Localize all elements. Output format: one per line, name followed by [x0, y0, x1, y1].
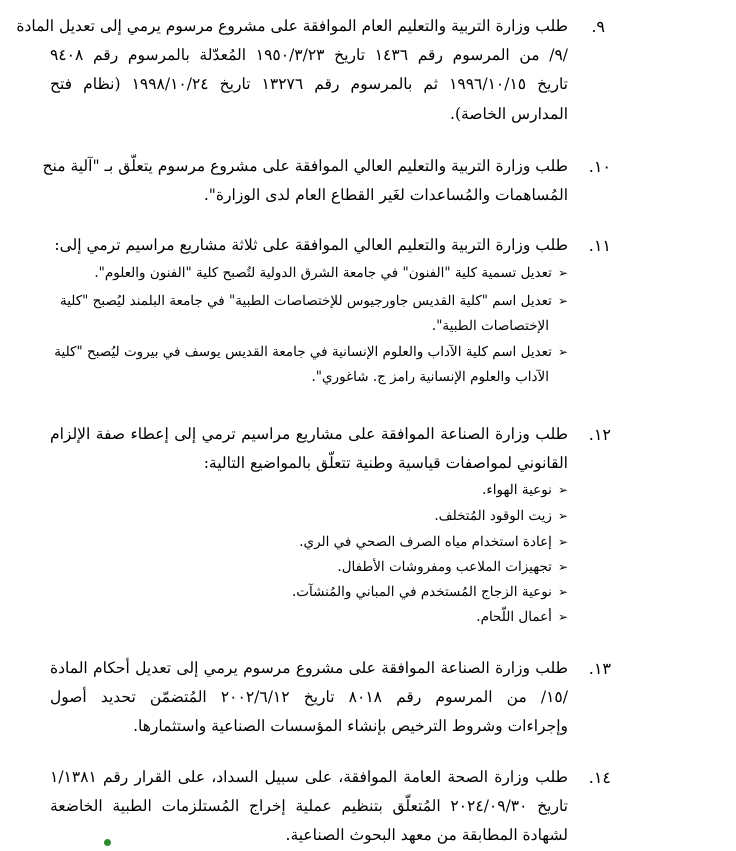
green-dot-mark	[104, 839, 111, 846]
checkmark-arrow-icon: ➢	[557, 294, 568, 308]
checkmark-arrow-icon: ➢	[557, 585, 568, 599]
bullet-item: ➢زيت الوقود المُتخلف.	[434, 508, 568, 524]
bullet-item-continuation: الإختصاصات الطبية".	[431, 318, 549, 334]
checkmark-arrow-icon: ➢	[557, 535, 568, 549]
item-line: طلب وزارة الصحة العامة الموافقة، على سبيل السداد، على القرار رقم ١/١٣٨١	[50, 768, 568, 786]
item-number: ١٤.	[588, 768, 611, 787]
item-number: ١٠.	[588, 157, 611, 176]
item-line: طلب وزارة الصناعة الموافقة على مشاريع مراسيم ترمي إلى إعطاء صفة الإلزام	[50, 425, 568, 443]
item-line: لشهادة المطابقة من معهد البحوث الصناعية.	[285, 826, 568, 844]
checkmark-arrow-icon: ➢	[557, 266, 568, 280]
item-line: تاريخ ١٩٩٦/١٠/١٥ ثم بالمرسوم رقم ١٣٢٧٦ تاريخ ١٩٩٨/١٠/٢٤ (نظام فتح	[50, 75, 568, 93]
item-line: /٩/ من المرسوم رقم ١٤٣٦ تاريخ ١٩٥٠/٣/٢٣ المُعدّلة بالمرسوم رقم ٩٤٠٨	[50, 46, 568, 64]
bullet-item: ➢نوعية الزجاج المُستخدم في المباني والمُنشآت.	[291, 584, 568, 600]
item-line: طلب وزارة التربية والتعليم العالي الموافقة على مشروع مرسوم يتعلّق بـ "آلية منح	[42, 157, 568, 175]
item-line: طلب وزارة التربية والتعليم العام الموافقة على مشروع مرسوم يرمي إلى تعديل المادة	[16, 17, 568, 35]
bullet-item: ➢إعادة استخدام مياه الصرف الصحي في الري.	[299, 534, 568, 550]
bullet-item: ➢تعديل تسمية كلية "الفنون" في جامعة الشرق الدولية لتُصبح كلية "الفنون والعلوم".	[94, 265, 568, 281]
bullet-item: ➢نوعية الهواء.	[482, 482, 568, 498]
item-line: المُساهمات والمُساعدات لغَير القطاع العام لدى الوزارة".	[203, 186, 568, 204]
bullet-item: ➢تجهيزات الملاعب ومفروشات الأطفال.	[337, 559, 568, 575]
item-line: المدارس الخاصة).	[450, 105, 568, 123]
item-line: القانوني لمواصفات قياسية وطنية تتعلّق بالمواضيع التالية:	[203, 454, 568, 472]
checkmark-arrow-icon: ➢	[557, 345, 568, 359]
checkmark-arrow-icon: ➢	[557, 610, 568, 624]
item-number: ٩.	[591, 17, 605, 36]
item-number: ١١.	[588, 236, 611, 255]
item-number: ١٢.	[588, 425, 611, 444]
item-number: ١٣.	[588, 659, 611, 678]
item-line: طلب وزارة التربية والتعليم العالي الموافقة على ثلاثة مشاريع مراسيم ترمي إلى:	[54, 236, 568, 254]
item-line: وإجراءات وشروط الترخيص بإنشاء المؤسسات الصناعية واستثمارها.	[133, 717, 568, 735]
bullet-item-continuation: الآداب والعلوم الإنسانية رامز ج. شاغوري".	[311, 369, 549, 385]
bullet-item: ➢تعديل اسم كلية الآداب والعلوم الإنسانية في جامعة القديس يوسف في بيروت ليُصبح "كلية	[54, 344, 568, 360]
checkmark-arrow-icon: ➢	[557, 509, 568, 523]
bullet-item: ➢تعديل اسم "كلية القديس جاورجيوس للإختصاصات الطبية" في جامعة البلمند ليُصبح "كلية	[59, 293, 568, 309]
bullet-item: ➢أعمال اللّحام.	[476, 609, 568, 625]
checkmark-arrow-icon: ➢	[557, 483, 568, 497]
item-line: طلب وزارة الصناعة الموافقة على مشروع مرسوم يرمي إلى تعديل أحكام المادة	[50, 659, 568, 677]
item-line: تاريخ ٢٠٢٤/٠٩/٣٠ المُتعلّق بتنظيم عملية إخراج المُستلزمات الطبية الخاضعة	[50, 797, 568, 815]
checkmark-arrow-icon: ➢	[557, 560, 568, 574]
item-line: /١٥/ من المرسوم رقم ٨٠١٨ تاريخ ٢٠٠٢/٦/١٢ المُتضمّن تحديد أصول	[50, 688, 568, 706]
